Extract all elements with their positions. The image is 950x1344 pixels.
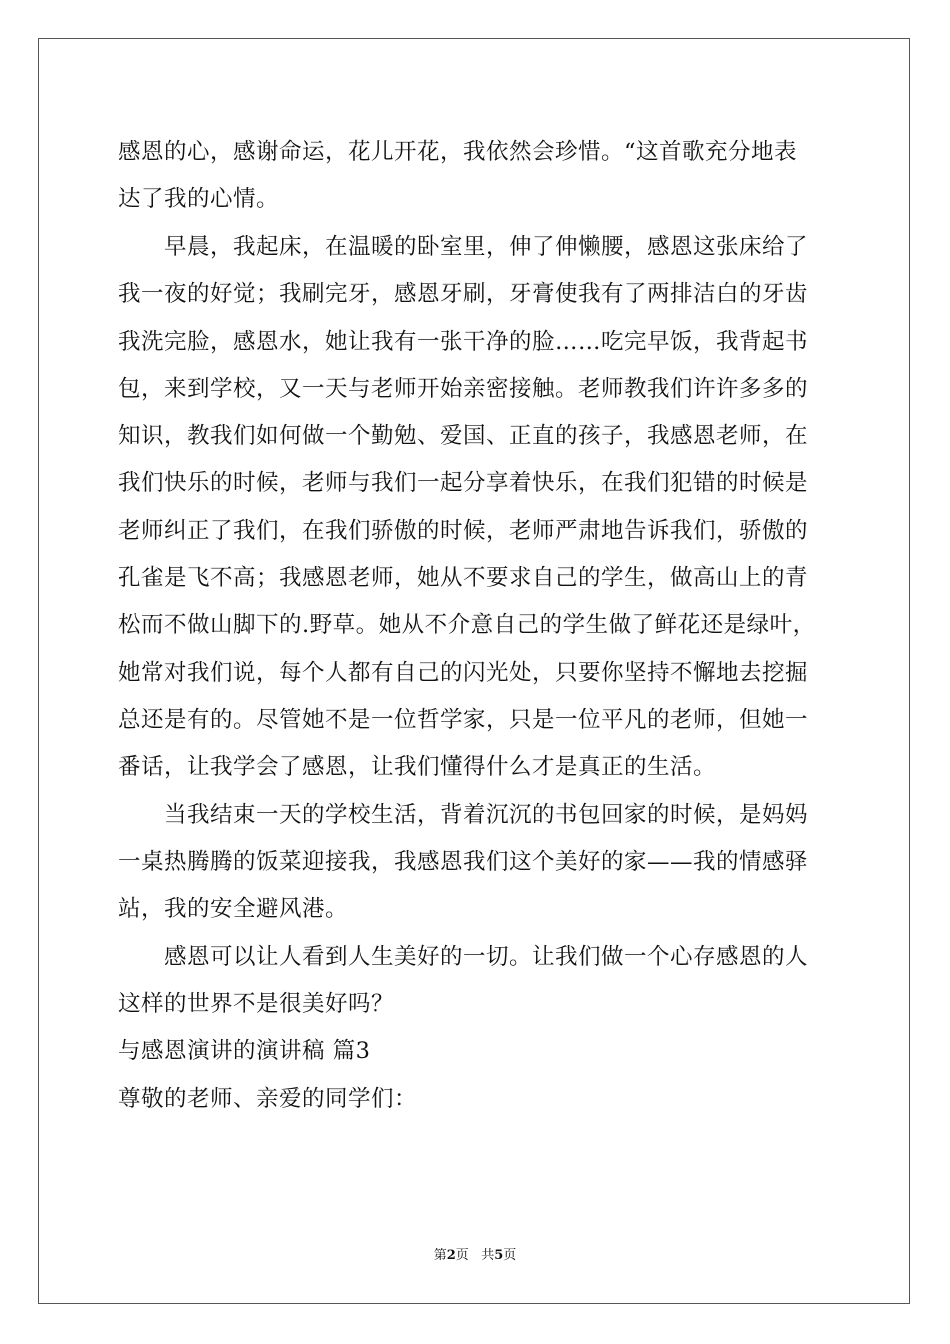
page-footer <box>0 1247 950 1265</box>
text-line: 总还是有的。尽管她不是一位哲学家，只是一位平凡的老师，但她一 <box>118 707 809 733</box>
text-line: 包，来到学校，又一天与老师开始亲密接触。老师教我们许许多多的 <box>118 376 809 402</box>
text-line: 感恩的心，感谢命运，花儿开花，我依然会珍惜。“这首歌充分地表 <box>118 139 798 165</box>
text-line: 松而不做山脚下的.野草。她从不介意自己的学生做了鲜花还是绿叶， <box>118 612 816 638</box>
page-number: 2 <box>446 1248 456 1263</box>
section-heading: 与感恩演讲的演讲稿 篇3 <box>118 1038 371 1064</box>
text-line: 这样的世界不是很美好吗？ <box>118 991 395 1017</box>
text-line: 知识，教我们如何做一个勤勉、爱国、正直的孩子，我感恩老师，在 <box>118 423 809 449</box>
text-line: 达了我的心情。 <box>118 186 280 212</box>
text-line: 孔雀是飞不高；我感恩老师，她从不要求自己的学生，做高山上的青 <box>118 565 809 591</box>
text-line: 当我结束一天的学校生活，背着沉沉的书包回家的时候，是妈妈 <box>164 802 809 828</box>
text-line: 我洗完脸，感恩水，她让我有一张干净的脸……吃完早饭，我背起书 <box>118 329 809 355</box>
text-line: 一桌热腾腾的饭菜迎接我，我感恩我们这个美好的家——我的情感驿 <box>118 849 809 875</box>
text-line: 番话，让我学会了感恩，让我们懂得什么才是真正的生活。 <box>118 754 717 780</box>
text-line: 老师纠正了我们，在我们骄傲的时候，老师严肃地告诉我们，骄傲的 <box>118 518 809 544</box>
page-prefix: 第 <box>433 1248 447 1263</box>
total-suffix: 页 <box>503 1248 517 1263</box>
salutation: 尊敬的老师、亲爱的同学们： <box>118 1086 418 1112</box>
text-line: 我们快乐的时候，老师与我们一起分享着快乐，在我们犯错的时候是 <box>118 470 809 496</box>
page-suffix: 页 <box>455 1248 469 1263</box>
text-line: 她常对我们说，每个人都有自己的闪光处，只要你坚持不懈地去挖掘 <box>118 660 809 686</box>
text-line: 站，我的安全避风港。 <box>118 896 349 922</box>
total-prefix: 共 <box>481 1248 495 1263</box>
text-line: 早晨，我起床，在温暖的卧室里，伸了伸懒腰，感恩这张床给了 <box>164 234 809 260</box>
total-pages: 5 <box>494 1248 504 1263</box>
text-line: 感恩可以让人看到人生美好的一切。让我们做一个心存感恩的人 <box>164 944 809 970</box>
text-line: 我一夜的好觉；我刷完牙，感恩牙刷，牙膏使我有了两排洁白的牙齿 <box>118 281 809 307</box>
